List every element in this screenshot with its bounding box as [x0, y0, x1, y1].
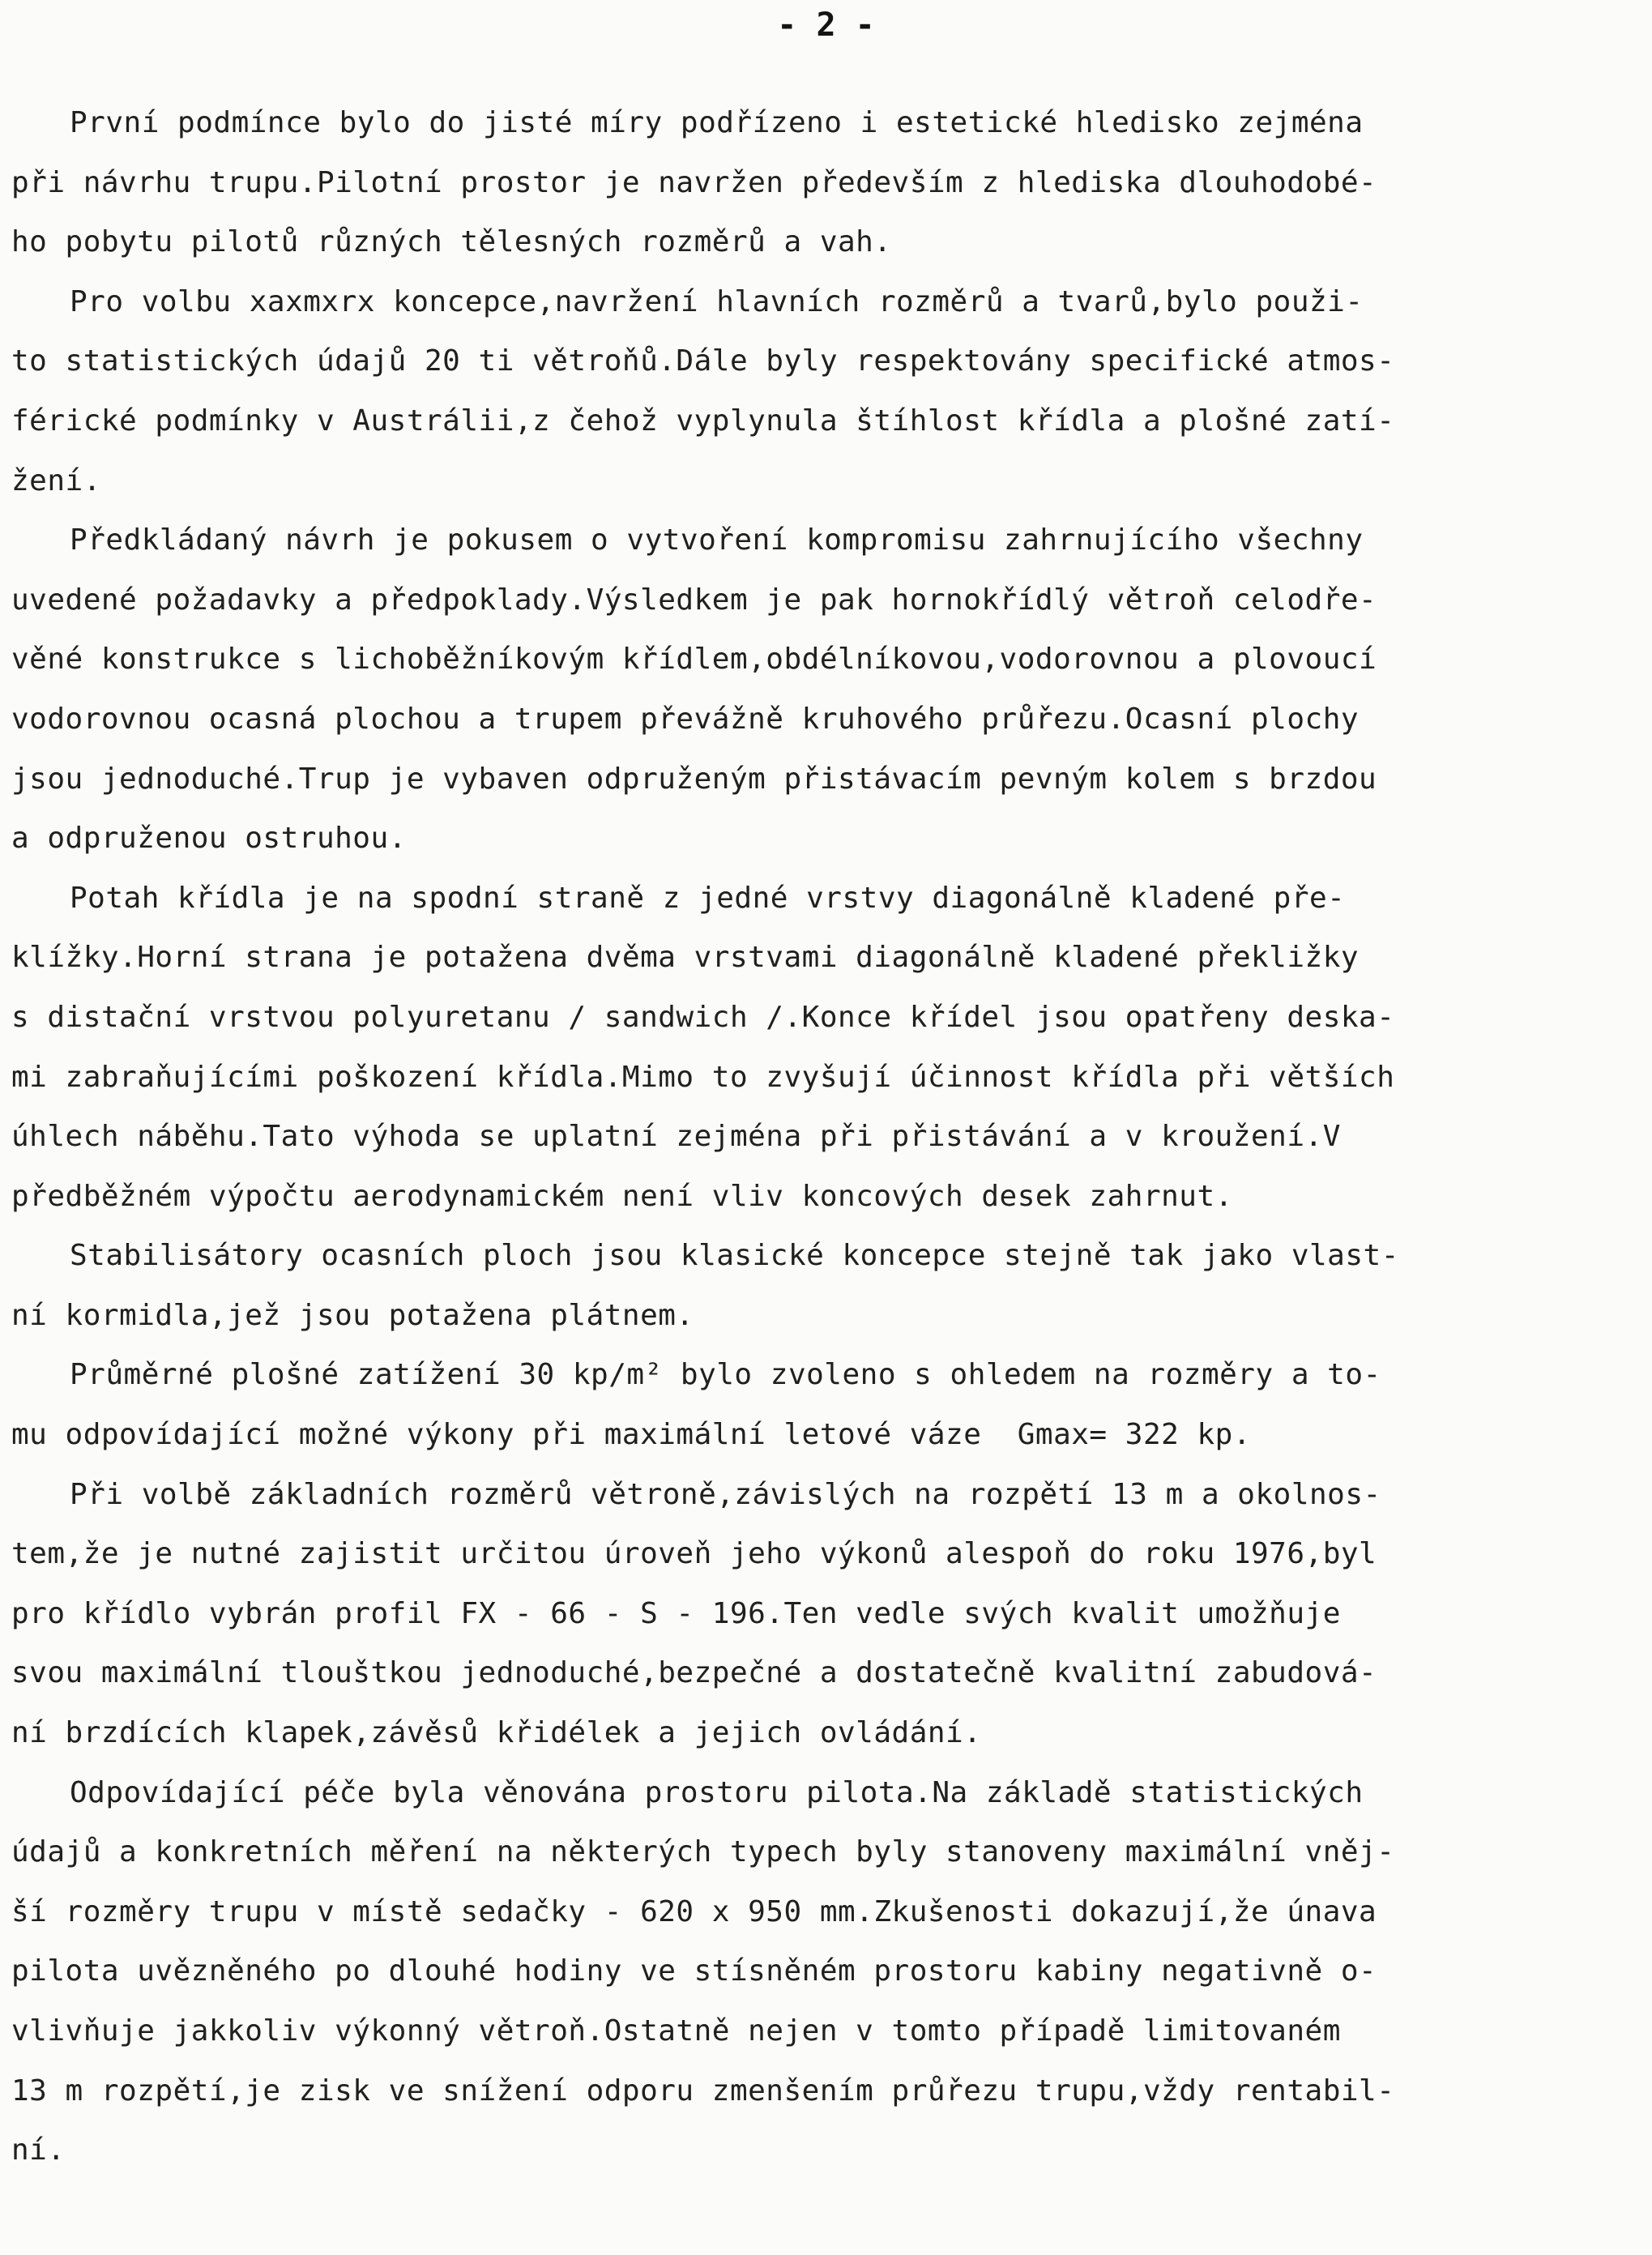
- text-line: Průměrné plošné zatížení 30 kp/m² bylo zvoleno s ohledem na rozměry a to-: [70, 1358, 1381, 1392]
- text-line: předběžném výpočtu aerodynamickém není vliv koncových desek zahrnut.: [11, 1179, 1233, 1213]
- text-line: ní.: [11, 2133, 66, 2167]
- text-line: klížky.Horní strana je potažena dvěma vrstvami diagonálně kladené překližky: [11, 941, 1360, 975]
- text-line: věné konstrukce s lichoběžníkovým křídlem,obdélníkovou,vodorovnou a plovoucí: [11, 643, 1377, 677]
- text-line: tem,že je nutné zajistit určitou úroveň jeho výkonů alespoň do roku 1976,byl: [11, 1537, 1377, 1571]
- text-line: s distační vrstvou polyuretanu / sandwich /.Konce křídel jsou opatřeny deska-: [11, 1000, 1395, 1034]
- page-number: - 2 -: [777, 6, 875, 44]
- text-line: ho pobytu pilotů různých tělesných rozměrů a vah.: [11, 225, 892, 259]
- text-line: úhlech náběhu.Tato výhoda se uplatní zejména při přistávání a v kroužení.V: [11, 1120, 1341, 1154]
- text-line: údajů a konkretních měření na některých typech byly stanoveny maximální vněj-: [11, 1835, 1395, 1869]
- text-line: pro křídlo vybrán profil FX - 66 - S - 196.Ten vedle svých kvalit umožňuje: [11, 1596, 1341, 1630]
- text-line: Předkládaný návrh je pokusem o vytvoření kompromisu zahrnujícího všechny: [70, 523, 1364, 557]
- text-line: vodorovnou ocasná plochou a trupem převážně kruhového průřezu.Ocasní plochy: [11, 702, 1360, 736]
- text-line: jsou jednoduché.Trup je vybaven odpruženým přistávacím pevným kolem s brzdou: [11, 762, 1377, 796]
- text-line: Při volbě základních rozměrů větroně,závislých na rozpětí 13 m a okolnos-: [70, 1477, 1381, 1511]
- text-line: férické podmínky v Austrálii,z čehož vyplynula štíhlost křídla a plošné zatí-: [11, 404, 1395, 438]
- text-line: ní brzdících klapek,závěsů křidélek a jejich ovládání.: [11, 1716, 982, 1750]
- text-line: Pro volbu xaxmxrx koncepce,navržení hlavních rozměrů a tvarů,bylo použi-: [70, 284, 1364, 318]
- text-line: První podmínce bylo do jisté míry podřízeno i estetické hledisko zejména: [70, 106, 1364, 139]
- text-line: 13 m rozpětí,je zisk ve snížení odporu zmenšením průřezu trupu,vždy rentabil-: [11, 2073, 1395, 2108]
- text-line: svou maximální tlouštkou jednoduché,bezpečné a dostatečně kvalitní zabudová-: [11, 1656, 1377, 1690]
- text-line: Odpovídající péče byla věnována prostoru pilota.Na základě statistických: [70, 1775, 1364, 1809]
- text-line: to statistických údajů 20 ti větroňů.Dále byly respektovány specifické atmos-: [11, 344, 1395, 378]
- text-line: a odpruženou ostruhou.: [11, 822, 407, 856]
- text-line: ší rozměry trupu v místě sedačky - 620 x 950 mm.Zkušenosti dokazují,že únava: [11, 1894, 1377, 1928]
- text-line: při návrhu trupu.Pilotní prostor je navržen především z hlediska dlouhodobé-: [11, 165, 1377, 199]
- text-line: mu odpovídající možné výkony při maximální letové váze Gmax= 322 kp.: [11, 1418, 1251, 1452]
- text-line: žení.: [11, 463, 101, 498]
- text-line: vlivňuje jakkoliv výkonný větroň.Ostatně nejen v tomto případě limitovaném: [11, 2014, 1341, 2048]
- body-text: [11, 93, 1641, 2180]
- text-line: mi zabraňujícími poškození křídla.Mimo to zvyšují účinnost křídla při větších: [11, 1060, 1395, 1094]
- text-line: Potah křídla je na spodní straně z jedné vrstvy diagonálně kladené pře-: [70, 881, 1346, 915]
- text-line: pilota uvězněného po dlouhé hodiny ve stísněném prostoru kabiny negativně o-: [11, 1954, 1377, 1988]
- text-line: ní kormidla,jež jsou potažena plátnem.: [11, 1298, 694, 1332]
- text-line: uvedené požadavky a předpoklady.Výsledkem je pak hornokřídlý větroň celodře-: [11, 583, 1377, 617]
- text-line: Stabilisátory ocasních ploch jsou klasické koncepce stejně tak jako vlast-: [70, 1239, 1399, 1273]
